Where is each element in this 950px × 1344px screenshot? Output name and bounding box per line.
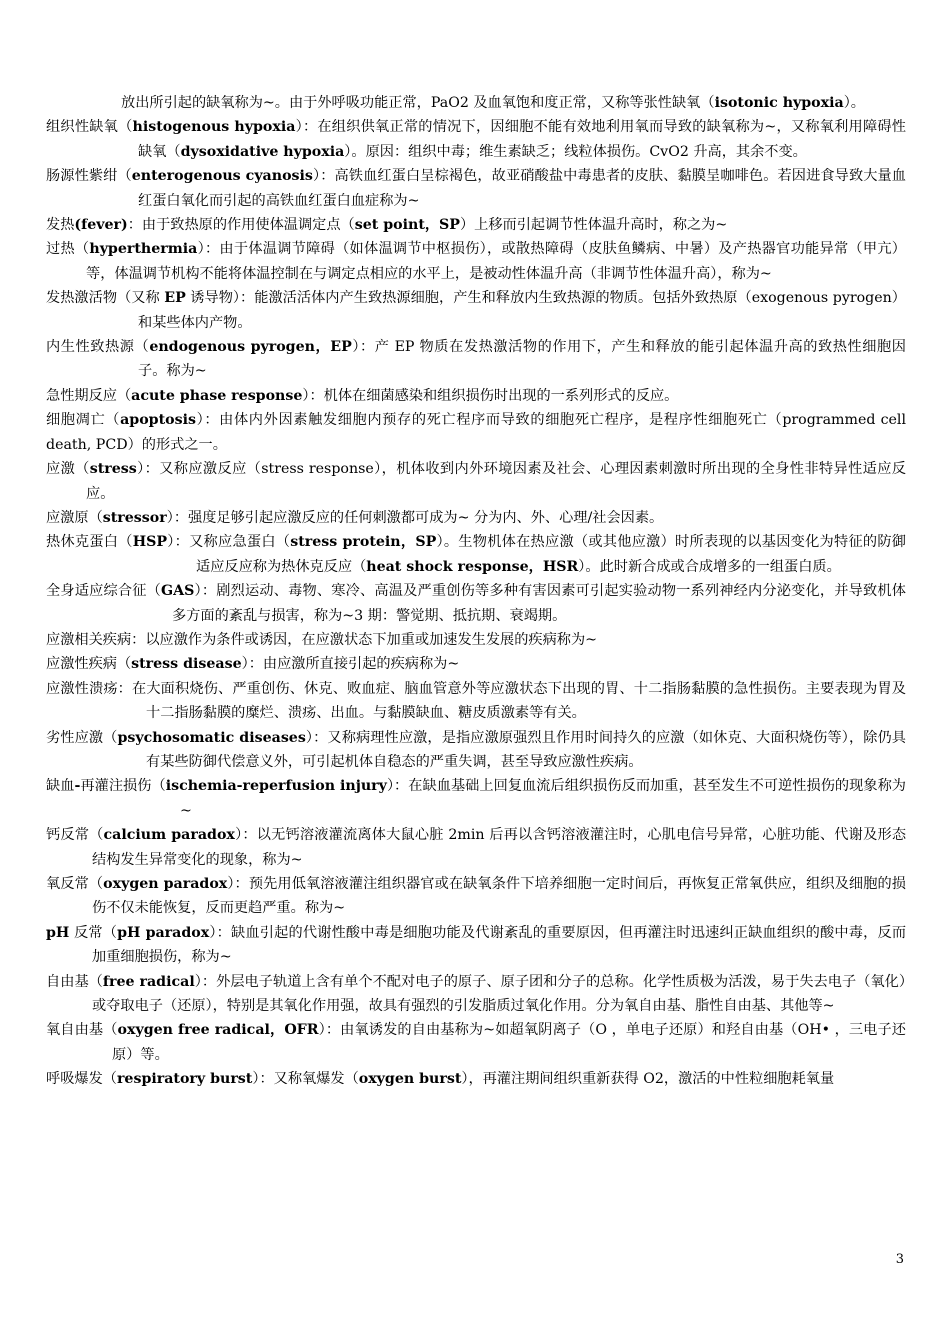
entry-text: ）：由于体温调节障碍（如体温调节中枢损伤），或散热障碍（皮肤鱼鳞病、中暑）及产热器官功能异常（甲亢）等，体温调节机构不能将体温控制在与调定点相应的水平上，是被动性体温升高（非调节性体温升高），称为~ bbox=[86, 241, 906, 282]
entry-term-bold: (fever) bbox=[74, 217, 128, 234]
entry-respiratory-burst bbox=[46, 1067, 906, 1091]
entry-text: ）：剧烈运动、毒物、寒冷、高温及严重创伤等多种有害因素可引起实验动物一系列神经内分泌变化，并导致机体多方面的紊乱与损害，称为~3 期：警觉期、抵抗期、衰竭期。 bbox=[172, 583, 906, 624]
entry-stress bbox=[46, 457, 906, 506]
entry-text: ）：在组织供氧正常的情况下，因细胞不能有效地利用氧而导致的缺氧称为~，又称氧利用障碍性缺氧（ bbox=[138, 119, 906, 160]
entry-text: 发热 bbox=[46, 217, 75, 234]
entry-text: ）。此时新合成或合成增多的一组蛋白质。 bbox=[578, 558, 841, 575]
entry-text: 发热激活物（又称 bbox=[46, 290, 165, 307]
entry-text: ）：又称氧爆发（ bbox=[252, 1071, 359, 1088]
entry-psychosomatic bbox=[46, 726, 906, 775]
entry-text: 再灌注损伤（ bbox=[80, 778, 166, 795]
entry-text: 氧反常（ bbox=[46, 876, 104, 892]
entry-text: 应激性疾病（ bbox=[46, 656, 132, 673]
entry-text: 诱导物）：能激活活体内产生致热源细胞，产生和释放内生致热源的物质。包括外致热原（exogenous pyrogen）和某些体内产物。 bbox=[138, 290, 906, 331]
entry-text: 急性期反应（ bbox=[46, 387, 132, 404]
entry-text: ）：又称应急蛋白（ bbox=[167, 534, 291, 551]
entry-term-bold: enterogenous cyanosis bbox=[131, 168, 313, 185]
entry-term-bold: calcium paradox bbox=[103, 827, 235, 844]
entry-ph-paradox bbox=[46, 921, 906, 970]
entry-stress-disease bbox=[46, 652, 906, 676]
entry-fever bbox=[46, 213, 906, 237]
entry-text: 内生性致热源（ bbox=[46, 339, 150, 356]
entry-apoptosis bbox=[46, 408, 906, 457]
entry-text: ）：以无钙溶液灌流离体大鼠心脏 2min 后再以含钙溶液灌注时，心肌电信号异常，心脏功能、代谢及形态结构发生异常变化的现象，称为~ bbox=[92, 827, 907, 868]
page-number: 3 bbox=[895, 1252, 904, 1267]
entry-stress-ulcer bbox=[46, 677, 906, 726]
entry-term-bold: - bbox=[74, 778, 81, 795]
entry-text: ）：外层电子轨道上含有单个不配对电子的原子、原子团和分子的总称。化学性质极为活泼，易于失去电子（氧化）或夺取电子（还原），特别是其氧化作用强，故具有强烈的引发脂质过氧化作用。分为氧自由基、脂性自由基、其他等~ bbox=[92, 973, 906, 1015]
entry-term-bold: oxygen free radical，OFR bbox=[117, 1022, 319, 1039]
entry-text: ）。原因：组织中毒；维生素缺乏；线粒体损伤。CvO2 升高，其余不变。 bbox=[344, 143, 807, 160]
entry-continued-isotonic-hypoxia bbox=[46, 91, 906, 115]
entry-text: ）：由应激所直接引起的疾病称为~ bbox=[241, 656, 460, 673]
entry-hsp bbox=[46, 530, 906, 579]
entry-text: ）：由氧诱发的自由基称为~如超氧阴离子（O ，单电子还原）和羟自由基（OH• ，三电子还原）等。 bbox=[112, 1022, 906, 1063]
entry-term-bold: pH bbox=[46, 924, 70, 941]
entry-term-bold: heat shock response，HSR bbox=[366, 558, 579, 575]
entry-hyperthermia bbox=[46, 237, 906, 286]
entry-text: ）。生物机体在热应激（或其他应激）时所表现的以基因变化为特征的防御适应反应称为热休克反应（ bbox=[196, 534, 906, 575]
entry-text: 应激原（ bbox=[46, 509, 103, 526]
entry-text: 全身适应综合征（ bbox=[46, 583, 161, 600]
entry-enterogenous-cyanosis bbox=[46, 164, 906, 213]
entry-text: 肠源性紫绀（ bbox=[46, 168, 132, 185]
entry-text: 呼吸爆发（ bbox=[46, 1071, 117, 1088]
entry-text: ）上移而引起调节性体温升高时，称之为~ bbox=[459, 217, 728, 234]
entry-text: 应激相关疾病：以应激作为条件或诱因，在应激状态下加重或加速发生发展的疾病称为~ bbox=[46, 631, 598, 648]
entry-term-bold: histogenous hypoxia bbox=[132, 119, 296, 136]
entry-text: 劣性应激（ bbox=[46, 729, 118, 746]
entry-text: ）：强度足够引起应激反应的任何刺激都可成为~ 分为内、外、心理/社会因素。 bbox=[166, 509, 664, 526]
entry-term-bold: acute phase response bbox=[131, 387, 303, 404]
entry-term-bold: stress disease bbox=[131, 656, 242, 673]
entry-text: 细胞凋亡（ bbox=[46, 412, 121, 429]
entry-text: ）：又称应激反应（stress response），机体收到内外环境因素及社会、心理因素刺激时所出现的全身性非特异性适应反应。 bbox=[86, 461, 906, 502]
entry-text: 组织性缺氧（ bbox=[46, 119, 133, 136]
entry-ofr bbox=[46, 1018, 906, 1067]
entry-oxygen-paradox bbox=[46, 872, 906, 921]
entry-gas bbox=[46, 579, 906, 628]
entry-acute-phase-response bbox=[46, 384, 906, 408]
entry-text: ：由于致热原的作用使体温调定点（ bbox=[127, 217, 355, 234]
entry-text: ）。 bbox=[843, 95, 865, 111]
entry-term-bold: EP bbox=[164, 290, 186, 307]
entry-term-bold: respiratory burst bbox=[116, 1071, 253, 1088]
entry-text: 氧自由基（ bbox=[46, 1022, 118, 1039]
entry-term-bold: stressor bbox=[102, 509, 167, 526]
entry-free-radical bbox=[46, 970, 906, 1019]
entry-term-bold: pH paradox bbox=[117, 924, 210, 941]
entry-text: 钙反常（ bbox=[46, 827, 104, 844]
entry-stress-related-disease bbox=[46, 628, 906, 652]
entry-ep-inducer bbox=[46, 286, 906, 335]
entry-text: ）：预先用低氧溶液灌注组织器官或在缺氧条件下培养细胞一定时间后，再恢复正常氧供应，组织及细胞的损伤不仅未能恢复，反而更趋严重。称为~ bbox=[92, 876, 906, 917]
entry-term-bold: set point，SP bbox=[354, 217, 460, 234]
entry-text: 应激（ bbox=[46, 461, 90, 478]
entry-term-bold: stress protein，SP bbox=[290, 534, 437, 551]
entry-text: 放出所引起的缺氧称为~。由于外呼吸功能正常，PaO2 及血氧饱和度正常，又称等张性缺氧（ bbox=[121, 95, 715, 111]
entry-endogenous-pyrogen bbox=[46, 335, 906, 384]
entry-text: 自由基（ bbox=[46, 973, 103, 990]
entry-term-bold: HSP bbox=[132, 534, 168, 551]
entry-term-bold: GAS bbox=[161, 583, 195, 600]
entry-term-bold: hyperthermia bbox=[89, 241, 198, 258]
entry-term-bold: oxygen paradox bbox=[103, 876, 228, 892]
entry-text: 过热（ bbox=[46, 241, 90, 258]
entry-text: 应激性溃疡：在大面积烧伤、严重创伤、休克、败血症、脑血管意外等应激状态下出现的胃、十二指肠黏膜的急性损伤。主要表现为胃及十二指肠黏膜的糜烂、溃疡、出血。与黏膜缺血、糖皮质激素等有关。 bbox=[46, 680, 906, 722]
entry-text: ）：又称病理性应激，是指应激原强烈且作用时间持久的应激（如休克、大面积烧伤等），除仍具有某些防御代偿意义外，可引起机体自稳态的严重失调，甚至导致应激性疾病。 bbox=[146, 729, 906, 770]
entry-text: 热休克蛋白（ bbox=[46, 534, 133, 551]
entry-text: ）：由体内外因素触发细胞内预存的死亡程序而导致的细胞死亡程序，是程序性细胞死亡（programmed cell death, PCD）的形式之一。 bbox=[46, 412, 906, 453]
entry-term-bold: apoptosis bbox=[120, 412, 196, 429]
entry-term-bold: dysoxidative hypoxia bbox=[180, 143, 345, 160]
entry-term-bold: free radical bbox=[102, 973, 195, 990]
entry-stressor bbox=[46, 506, 906, 530]
entry-term-bold: isotonic hypoxia bbox=[714, 95, 844, 111]
entry-text: ），再灌注期间组织重新获得 O2，激活的中性粒细胞耗氧量 bbox=[461, 1071, 835, 1088]
entry-text: ）：产 EP 物质在发热激活物的作用下，产生和释放的能引起体温升高的致热性细胞因子。称为~ bbox=[138, 339, 906, 380]
entry-text: 反常（ bbox=[69, 924, 118, 941]
entry-term-bold: stress bbox=[89, 461, 137, 478]
entry-term-bold: psychosomatic diseases bbox=[117, 729, 306, 746]
entry-text: ）：缺血引起的代谢性酸中毒是细胞功能及代谢紊乱的重要原因，但再灌注时迅速纠正缺血组织的酸中毒，反而加重细胞损伤，称为~ bbox=[92, 924, 907, 966]
entry-text: 缺血 bbox=[46, 778, 75, 795]
glossary-entries bbox=[46, 91, 906, 1092]
entry-ischemia-reperfusion bbox=[46, 774, 906, 823]
entry-text: ）：在缺血基础上回复血流后组织损伤反而加重，甚至发生不可逆性损伤的现象称为~ bbox=[180, 778, 906, 819]
entry-histogenous-hypoxia bbox=[46, 115, 906, 164]
entry-text: ）：机体在细菌感染和组织损伤时出现的一系列形式的反应。 bbox=[302, 387, 679, 404]
entry-text: ）：高铁血红蛋白呈棕褐色，故亚硝酸盐中毒患者的皮肤、黏膜呈咖啡色。若因进食导致大量血红蛋白氧化而引起的高铁血红蛋白血症称为~ bbox=[138, 168, 906, 209]
entry-term-bold: ischemia-reperfusion injury bbox=[165, 778, 387, 795]
entry-term-bold: oxygen burst bbox=[358, 1071, 462, 1088]
entry-term-bold: endogenous pyrogen，EP bbox=[149, 339, 352, 356]
entry-calcium-paradox bbox=[46, 823, 906, 872]
